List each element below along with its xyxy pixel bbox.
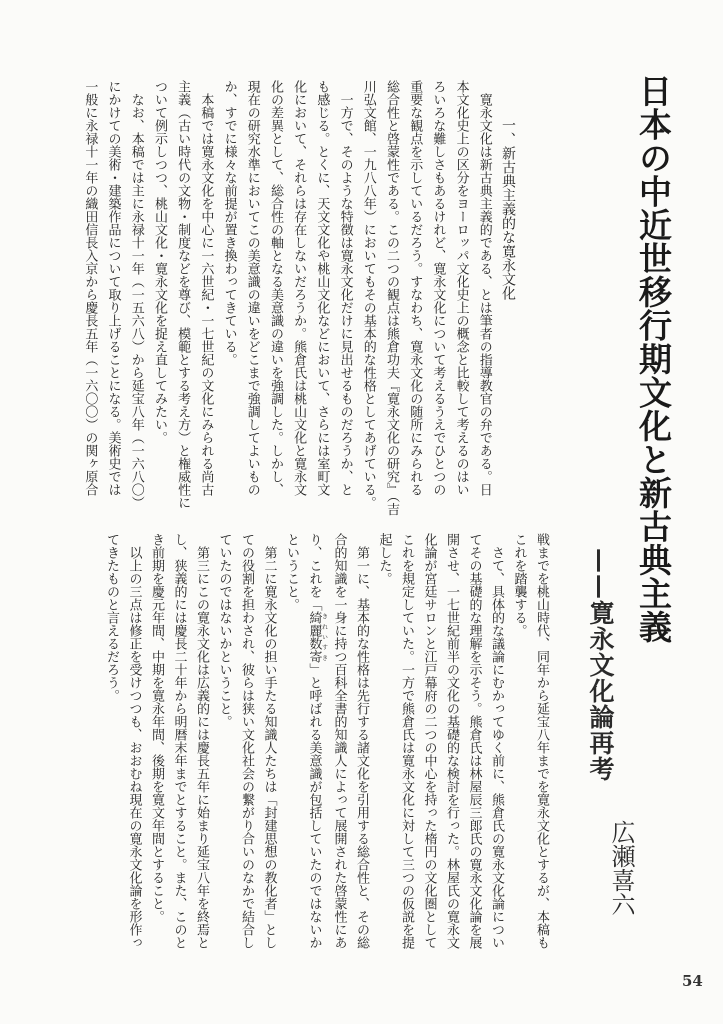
text-line: てきたものと言えるだろう。 — [104, 533, 119, 702]
text-line: なお、本稿では主に永禄十一年（一五六八）から延宝八年（一六八〇） — [128, 80, 144, 509]
text-line: 現在の研究水準においてこの美意識の違いをどこまで強調してよいもの — [244, 80, 260, 496]
text-line: き前期を慶元年間、中期を寛永年間、後期を寛文年間とすること。 — [149, 533, 164, 923]
section-heading: 一、新古典主義的な寛永文化 — [500, 118, 516, 300]
text-line: 化論が宮廷サロンと江戸幕府の二つの中心を持った楕円の文化圏として — [421, 533, 437, 949]
text-line: ろいろな難しさもあるけれど、寛永文化について考えるうえでひとつの — [430, 80, 446, 496]
text-line: か、すでに様々な前提が置き換わってきている。 — [221, 80, 237, 366]
text-line: し、狭義的には慶長二十年から明暦末年までとすること。また、このと — [171, 533, 187, 949]
text-line: 総合性と啓蒙性である。この二つの観点は熊倉功夫『寛永文化の研究』（吉 — [383, 80, 399, 516]
text-line: 合的知識を一身に持つ百科全書的知識人によって展開された啓蒙性にあ — [331, 533, 347, 949]
page-number: 54 — [682, 972, 703, 990]
text-line: 一方で、そのような特徴は寛永文化だけに見出せるものだろうか、と — [337, 80, 353, 496]
ruby-base: 綺麗数寄 — [306, 611, 322, 663]
text-line: 以上の三点は修正を受けつつも、おおむね現在の寛永文化論を形作っ — [126, 533, 142, 949]
text-line: 起した。 — [376, 533, 392, 585]
text-line: 戦までを桃山時代、同年から延宝八年までを寛永文化とするが、本稿も — [534, 533, 549, 949]
text-line: 本稿では寛永文化を中心に一六世紀・一七世紀の文化にみられる尚古 — [198, 80, 214, 496]
article-title: 日本の中近世移行期文化と新古典主義 — [634, 74, 673, 644]
text-line: ついて例示しつつ、桃山文化・寛永文化を捉え直してみたい。 — [151, 80, 167, 444]
body-text-upper — [78, 80, 519, 516]
body-text-lower — [100, 533, 553, 963]
ruby-line-after: 」と呼ばれる美意識が包括していたのではないか — [306, 663, 322, 949]
ruby-line-before: り、これを「 — [306, 533, 322, 611]
text-line: 第二に寛永文化の担い手たる知識人たちは「封建思想の教化者」とし — [261, 533, 277, 949]
article-subtitle: ——寛永文化論再考 — [586, 548, 615, 782]
text-line: さて、具体的な議論にむかってゆく前に、熊倉氏の寛永文化論につい — [489, 533, 504, 949]
text-line: 重要な観点を示しているだろう。すなわち、寛永文化の随所にみられる — [407, 80, 423, 496]
text-line: 寛永文化は新古典主義的である、とは筆者の指導教官の弁である。日 — [476, 80, 492, 496]
text-line: てその基礎的な理解を示そう。熊倉氏は林屋辰三郎氏の寛永文化論を展 — [466, 533, 482, 949]
text-line: ていたのではないかということ。 — [216, 533, 232, 728]
text-line: 化の差異として、総合性の軸となる美意識の違いを強調した。しかし、 — [267, 80, 283, 496]
text-line: 本文化史上の区分をヨーロッパ文化史上の概念と比較して考えるのはい — [453, 80, 469, 496]
text-line: 開させ、一七世紀前半の文化の基礎的な検討を行った。林屋氏の寛永文 — [444, 533, 459, 949]
text-line: ての役割を担わされ、彼らは狭い文化社会の繋がり合いのなかで結合し — [239, 533, 254, 949]
text-line: 第三にこの寛永文化は広義的には慶長五年に始まり延宝八年を終焉と — [194, 533, 209, 949]
ruby-reading: きれいすき — [320, 611, 328, 663]
text-line: 川弘文館、一九八八年）においてもその基本的な性格としてあげている。 — [360, 80, 376, 509]
text-line: 第一に、基本的な性格は先行する諸文化を引用する総合性と、その総 — [354, 533, 369, 949]
text-line: にかけての美術・建築作品について取り上げることになる。美術史では — [105, 80, 121, 496]
text-line: 化において、それらは存在しないだろうか。熊倉氏は桃山文化と寛永文 — [291, 80, 307, 496]
text-line: これを踏襲する。 — [511, 533, 527, 637]
text-line: 主義（古い時代の文物・制度などを尊び、模範とする考え方）と権威性に — [175, 80, 191, 509]
text-line: 一般に永禄十一年の織田信長入京から慶長五年（一六〇〇）の関ヶ原合 — [82, 80, 98, 496]
text-line: これを規定していた。一方で熊倉氏は寛永文化に対して三つの仮説を提 — [399, 533, 414, 949]
text-line: ということ。 — [284, 533, 299, 611]
text-line: も感じる。とくに、天文文化や桃山文化などにおいて、さらには室町文 — [314, 80, 330, 496]
ruby-term — [306, 611, 328, 663]
author-name: 広瀬喜六 — [607, 820, 635, 916]
text-line-with-ruby — [302, 533, 327, 963]
